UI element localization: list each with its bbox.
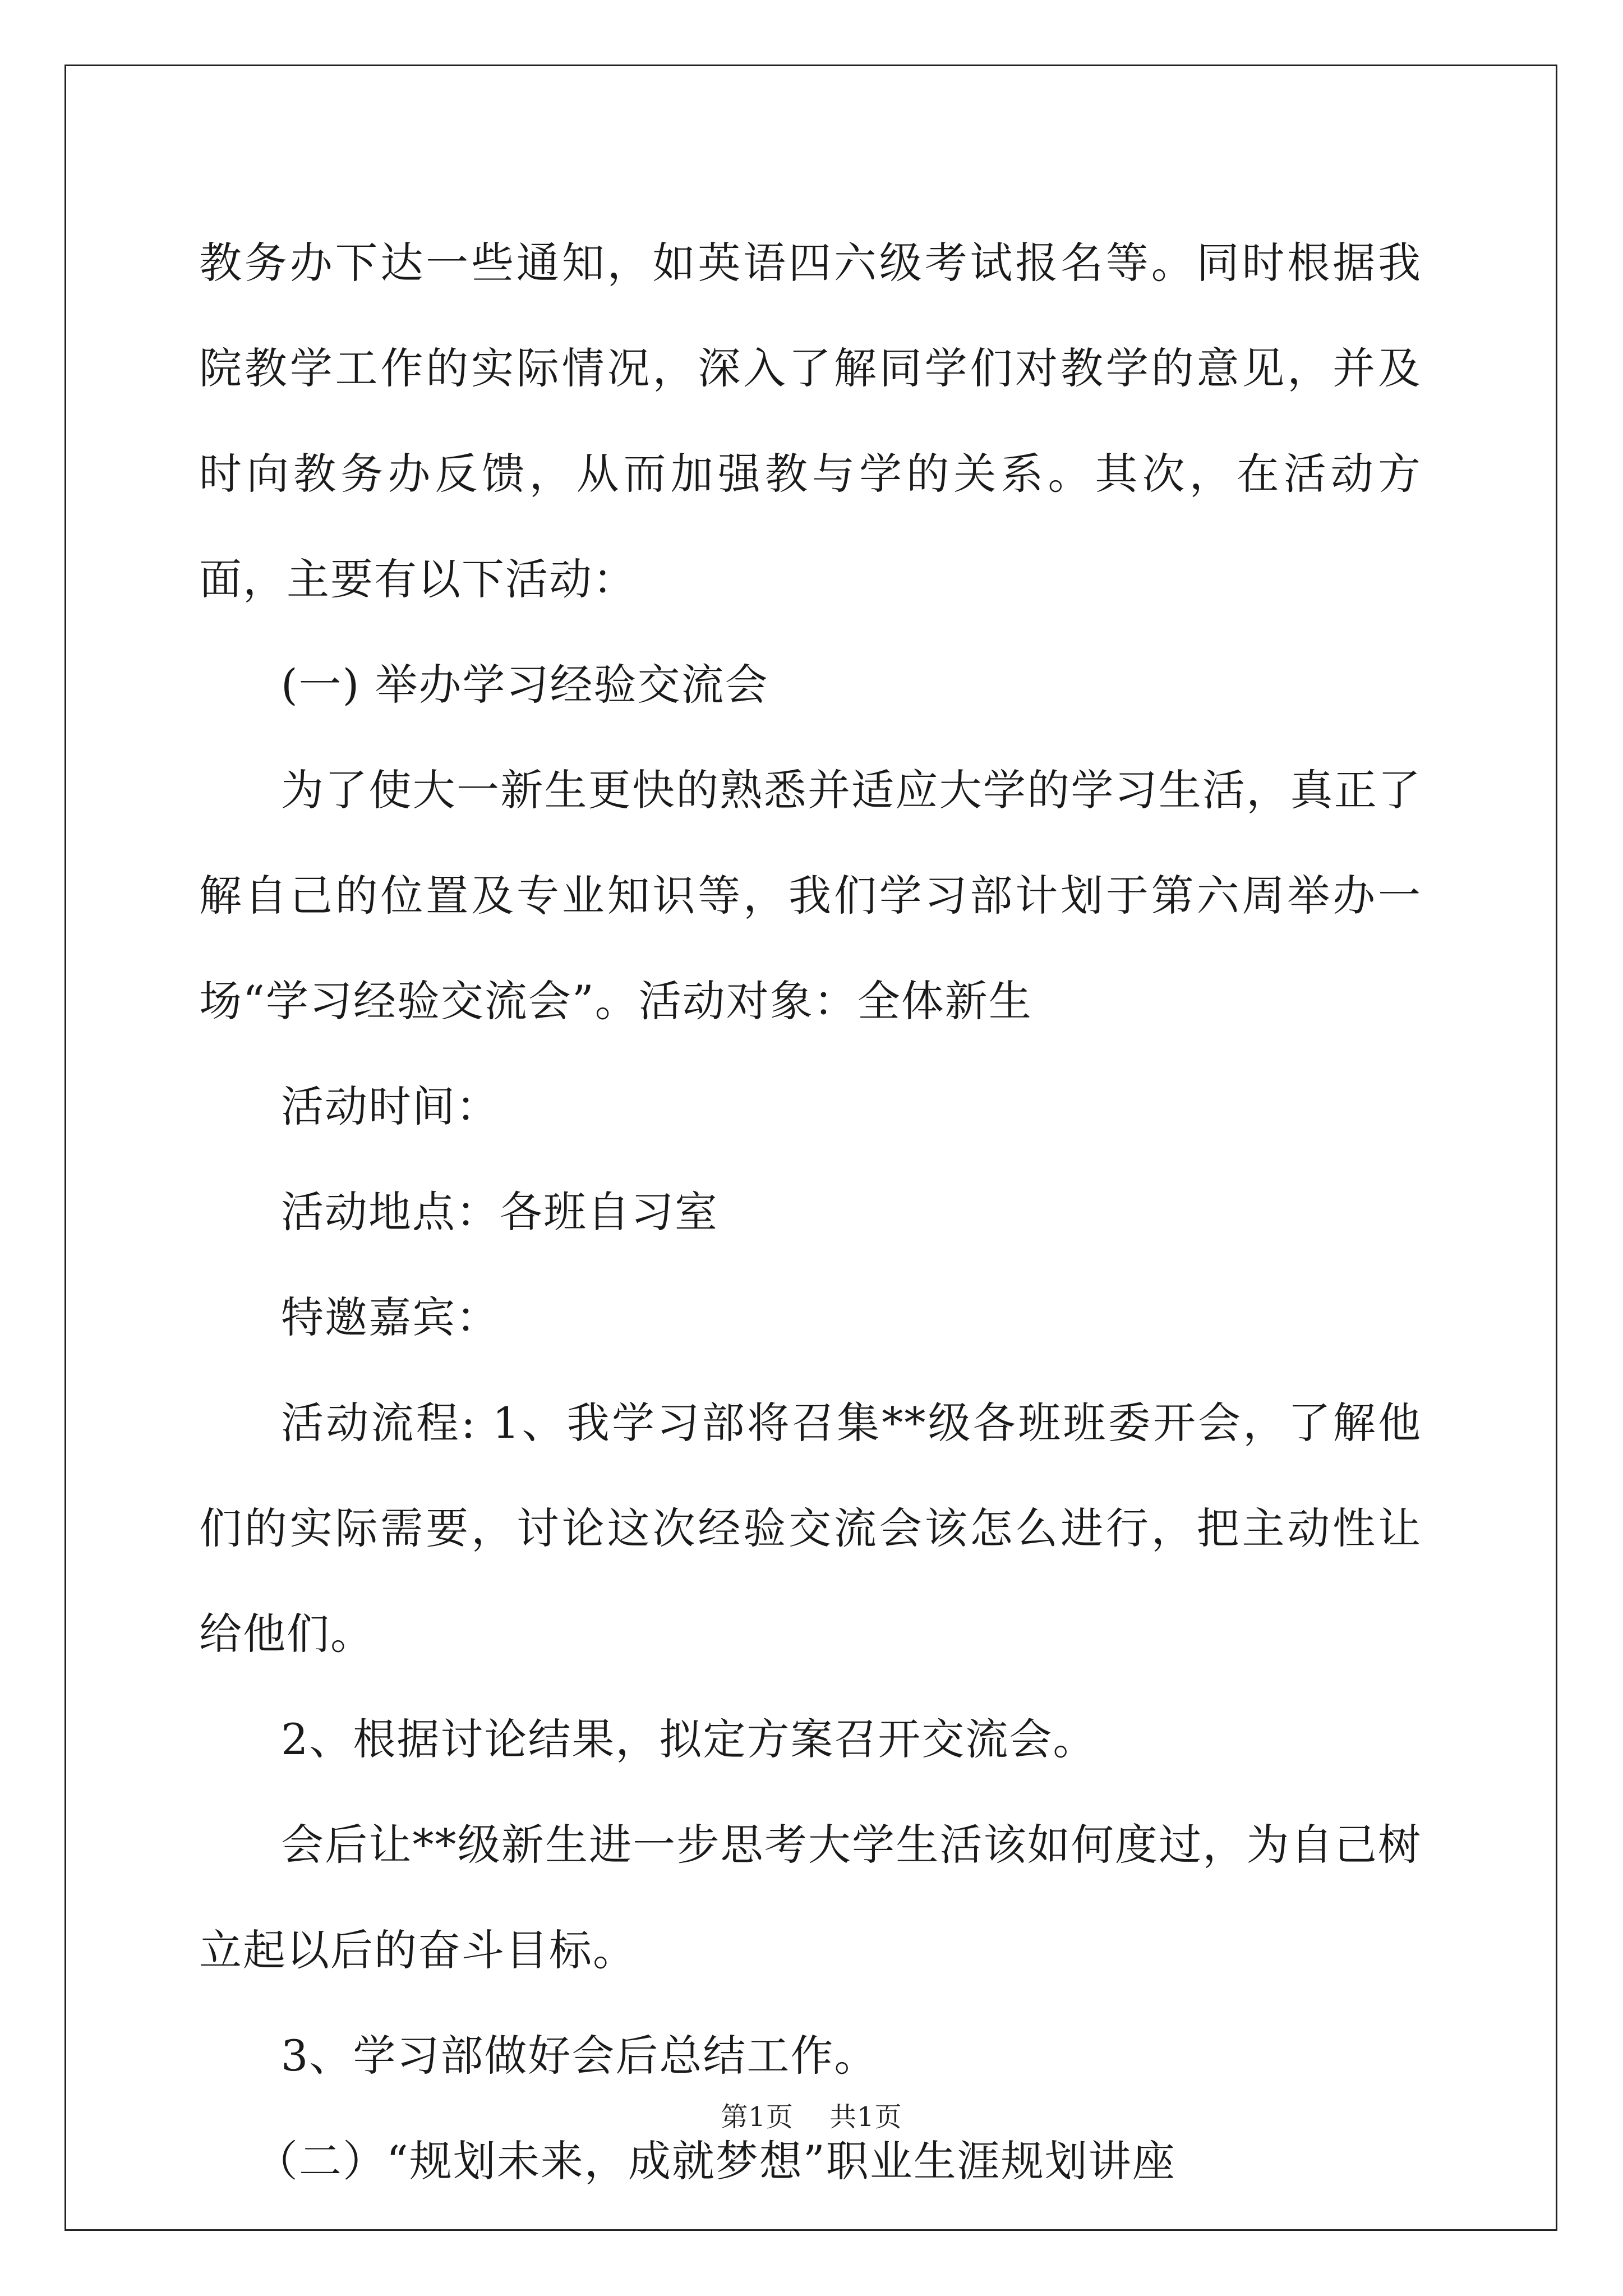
activity-followup: 会后让**级新生进一步思考大学生活该如何度过，为自己树立起以后的奋斗目标。 [199, 1820, 1422, 1975]
activity-process-step-3: 3、学习部做好会后总结工作。 [281, 2031, 878, 2081]
activity-process-step-2: 2、根据讨论结果，拟定方案召开交流会。 [281, 1714, 1097, 1764]
activity-time: 活动时间： [281, 1082, 500, 1131]
activity-location: 活动地点：各班自习室 [281, 1187, 718, 1237]
document-body [199, 210, 1422, 2214]
page-footer [0, 2095, 1623, 2134]
activity-process-step-1: 活动流程: 1、我学习部将召集**级各班班委开会，了解他们的实际需要，讨论这次经验交流会该怎么进行，把主动性让给他们。 [199, 1398, 1422, 1659]
section-heading-1: (一) 举办学习经验交流会 [281, 660, 769, 710]
page-number-total: 共1页 [829, 2101, 902, 2133]
paragraph-purpose: 为了使大一新生更快的熟悉并适应大学的学习生活，真正了解自己的位置及专业知识等，我们学习部计划于第六周举办一场“学习经验交流会”。活动对象：全体新生 [199, 765, 1422, 1026]
section-heading-2: （二）“规划未来，成就梦想”职业生涯规划讲座 [255, 2136, 1176, 2186]
page-number-current: 第1页 [721, 2101, 794, 2133]
paragraph-continuation: 教务办下达一些通知，如英语四六级考试报名等。同时根据我院教学工作的实际情况，深入了解同学们对教学的意见，并及时向教务办反馈，从而加强教与学的关系。其次，在活动方面，主要有以下活动： [199, 238, 1422, 604]
special-guests: 特邀嘉宾： [281, 1292, 500, 1342]
